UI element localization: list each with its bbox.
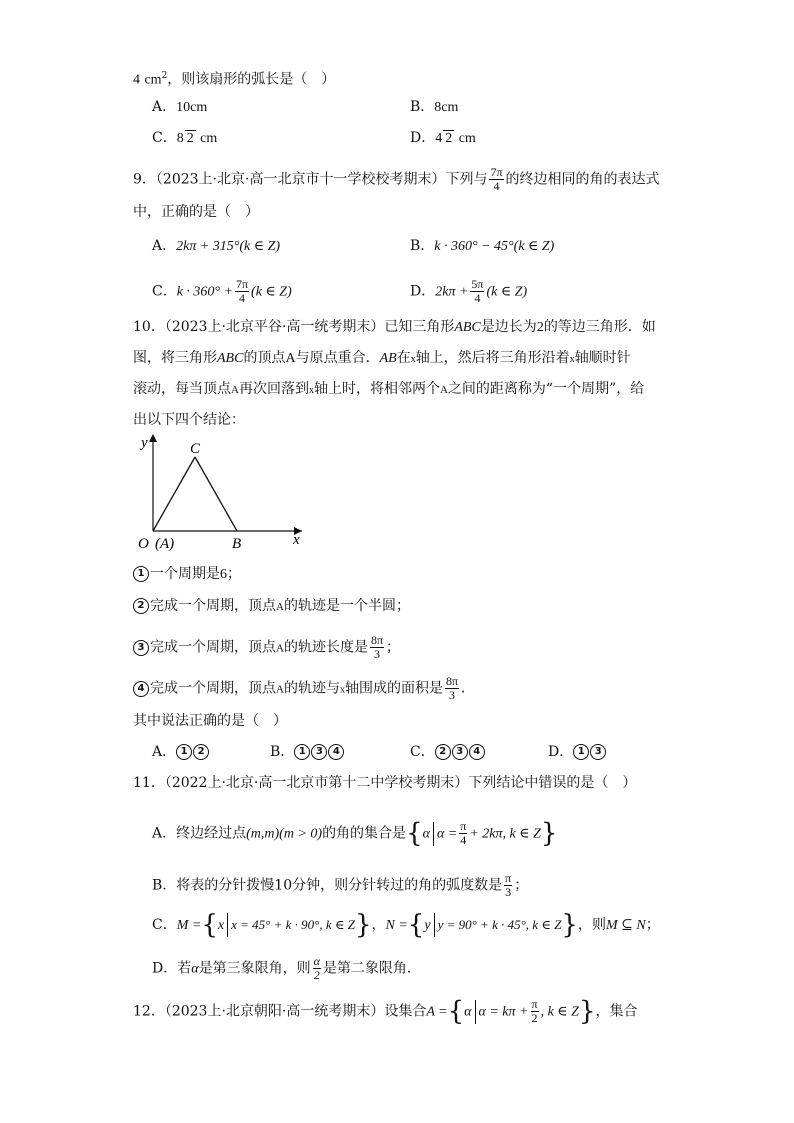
math-var: α = kπ +	[478, 1004, 529, 1020]
option-text: 若	[177, 960, 192, 977]
left-brace: {	[407, 910, 425, 940]
fraction-denominator: 4	[460, 833, 467, 847]
conclusion-text: 完成一个周期，顶点	[150, 598, 276, 614]
q11-option-c[interactable]	[152, 910, 660, 940]
fraction	[470, 278, 484, 305]
q10-ask	[133, 711, 287, 731]
option-label: B．	[410, 238, 435, 254]
math-var: x	[217, 918, 225, 933]
conclusion-text: ；	[227, 566, 241, 582]
math-var: A	[439, 384, 448, 396]
option-text: 是第二象限角．	[322, 960, 421, 977]
option-text: ，	[371, 917, 386, 933]
conclusion-text: 的轨迹与	[283, 680, 340, 697]
set-bar	[433, 822, 434, 846]
stem-text: 之间的距离称为“一个周期”，给	[447, 381, 645, 397]
q12-stem	[133, 998, 637, 1025]
math-var: x	[339, 684, 345, 696]
q10-stem-line2	[133, 348, 631, 370]
option-text: ；	[514, 877, 529, 894]
math-var: A	[276, 683, 284, 696]
circled-number: 3	[590, 744, 606, 760]
right-brace: }	[561, 910, 578, 940]
stem-text: 已知三角形	[384, 319, 455, 335]
q8-option-b[interactable]	[410, 97, 458, 118]
fraction-numerator: 5π	[471, 277, 484, 291]
stem-text: 轴顺时针	[574, 350, 631, 366]
option-label: A．	[152, 744, 177, 760]
left-brace: {	[447, 996, 465, 1027]
question-number: 12．	[133, 1003, 165, 1020]
fraction	[459, 820, 467, 847]
fraction-denominator: 3	[505, 885, 512, 899]
triangle-side-cb	[195, 457, 237, 531]
left-brace: {	[201, 910, 218, 940]
option-coefficient: 4	[435, 131, 443, 146]
conclusion-text: ；	[386, 639, 401, 656]
option-label: D．	[410, 283, 436, 300]
option-label: C．	[152, 283, 177, 300]
right-brace: }	[540, 818, 558, 849]
sqrt-radicand: 2	[445, 131, 453, 146]
math-var: A	[276, 601, 284, 613]
option-label: C．	[152, 130, 177, 146]
math-var: x	[308, 385, 314, 396]
option-label: A．	[152, 238, 177, 254]
stem-text: 与原点重合．	[295, 350, 380, 366]
conclusion-text: 一个周期是	[150, 566, 220, 582]
q8-option-c[interactable]	[152, 128, 217, 149]
origin-label: O	[138, 536, 149, 552]
option-coefficient: 8	[176, 131, 184, 146]
conclusion-text: 的轨迹是一个半圆；	[283, 598, 410, 614]
math-var: A	[231, 384, 239, 396]
q10-conclusion-3	[133, 634, 400, 661]
fraction-numerator: α	[313, 954, 320, 968]
option-expression: k · 360° − 45°(k ∈ Z)	[434, 239, 555, 254]
circled-number: 2	[133, 598, 149, 614]
circled-number: 1	[176, 744, 192, 760]
q8-option-a[interactable]	[152, 97, 207, 118]
fraction-numerator: 7π	[235, 277, 249, 291]
math-var: AB	[379, 351, 397, 366]
option-text: 的角的集合是	[322, 825, 407, 842]
circled-number: 4	[469, 744, 485, 760]
question-source: （2023上·北京朝阳·高一统考期末）	[164, 1003, 385, 1020]
option-label: D．	[410, 130, 436, 146]
math-var: α	[464, 1004, 472, 1020]
stem-text: 其中说法正确的是（ ）	[133, 713, 287, 729]
q9-stem-line1	[133, 166, 660, 193]
math-var: 2	[536, 320, 544, 335]
conclusion-text: 完成一个周期，顶点	[150, 639, 276, 656]
conclusion-text: ．	[461, 680, 476, 697]
q9-option-c[interactable]	[152, 278, 292, 305]
question-source: （2023上·北京·高一北京市十一学校校考期末）	[155, 171, 446, 188]
question-source: （2023上·北京平谷·高一统考期末）	[164, 319, 385, 335]
sqrt-radicand: 2	[186, 131, 194, 146]
set-bar	[227, 913, 228, 937]
circled-number: 1	[294, 744, 310, 760]
fraction-numerator: π	[505, 871, 512, 885]
math-var: α	[422, 826, 430, 842]
q10-option-b[interactable]	[270, 742, 345, 762]
option-unit: cm	[458, 131, 476, 146]
q10-conclusion-2	[133, 596, 410, 617]
question-source: （2022上·北京·高一北京市第十二中学校考期末）	[164, 775, 469, 791]
math-var: , k ∈ Z	[540, 1004, 579, 1020]
circled-number: 3	[133, 640, 149, 656]
vertex-b-label: B	[232, 536, 242, 552]
stem-text: 的顶点	[243, 350, 286, 366]
y-axis-arrow	[149, 434, 157, 442]
set-bar	[434, 913, 435, 937]
stem-text: 的等边三角形．如	[543, 319, 656, 335]
set-bar	[475, 1000, 476, 1024]
math-var: y = 90° + k · 45°, k ∈ Z	[437, 917, 562, 932]
x-axis-label: x	[293, 532, 300, 548]
option-expression: 2kπ + 315°(k ∈ Z)	[176, 239, 281, 254]
fraction-numerator: 8π	[445, 674, 459, 688]
q8-continuation	[133, 66, 335, 91]
math-var: A =	[426, 1004, 448, 1020]
q11-stem	[133, 773, 636, 793]
stem-text: ，集合	[595, 1003, 638, 1020]
conclusion-text: 完成一个周期，顶点	[150, 680, 276, 697]
q10-option-d[interactable]	[548, 742, 607, 762]
q11-option-b[interactable]	[152, 872, 528, 899]
stem-text: 下列与	[445, 171, 488, 188]
stem-text: 在	[396, 350, 411, 366]
math-var: x	[410, 354, 416, 365]
fraction-numerator: 7π	[490, 165, 503, 179]
fraction-denominator: 3	[373, 647, 380, 661]
q10-stem-line4	[133, 410, 245, 430]
fraction	[531, 998, 539, 1025]
fraction-denominator: 2	[531, 1011, 538, 1025]
option-label: A．	[152, 99, 177, 115]
math-var: A	[285, 351, 296, 366]
right-brace: }	[578, 996, 596, 1027]
math-var: y	[424, 918, 431, 933]
triangle-side-ac	[153, 457, 195, 531]
option-label: B．	[270, 744, 295, 760]
math-var: N =	[385, 918, 408, 933]
q9-option-a[interactable]	[152, 236, 280, 257]
q8-area-exponent: 2	[161, 71, 168, 81]
option-text: 是第三象限角，则	[198, 960, 311, 977]
q10-option-c[interactable]	[410, 742, 486, 762]
q10-conclusion-1	[133, 564, 241, 585]
stem-text: 是边长为	[480, 319, 537, 335]
q9-stem-line2	[133, 202, 259, 222]
fraction	[445, 675, 459, 702]
vertex-c-label: C	[190, 441, 201, 457]
stem-text: 出以下四个结论：	[133, 412, 245, 428]
math-var: M ⊆ N	[605, 918, 646, 933]
circled-number: 3	[452, 744, 468, 760]
fraction-denominator: 3	[448, 688, 455, 702]
circled-number: 1	[573, 744, 589, 760]
vertex-a-label: (A)	[155, 536, 175, 552]
q8-area-unit: cm	[144, 72, 162, 88]
circled-number: 4	[133, 681, 149, 697]
math-var: ABC	[217, 351, 244, 366]
stem-text: 滚动，每当顶点	[133, 381, 231, 397]
question-number: 11．	[133, 775, 165, 791]
q8-area-value: 4	[133, 72, 140, 88]
option-expression: (k ∈ Z)	[251, 284, 292, 300]
q10-option-a[interactable]	[152, 742, 210, 762]
fraction-denominator: 4	[239, 291, 246, 305]
math-var: M =	[176, 918, 202, 933]
question-number: 10．	[133, 319, 165, 335]
fraction	[313, 955, 321, 982]
math-var: α	[191, 961, 199, 977]
stem-text: 再次回落到	[238, 381, 309, 397]
option-label: B．	[410, 99, 435, 115]
fraction-denominator: 4	[474, 291, 481, 305]
y-axis-label: y	[141, 435, 148, 451]
circled-number: 4	[328, 744, 344, 760]
option-label: B．	[152, 877, 177, 894]
circled-number: 1	[133, 566, 149, 582]
circled-number: 2	[435, 744, 451, 760]
circled-number: 3	[311, 744, 327, 760]
q11-option-a[interactable]	[152, 820, 557, 847]
fraction-denominator: 2	[313, 968, 320, 982]
q10-stem-line1	[133, 317, 656, 338]
fraction	[235, 278, 249, 305]
fraction-numerator: π	[460, 819, 467, 833]
option-label: C．	[410, 744, 435, 760]
math-var: 6	[220, 567, 227, 582]
stem-text: 图，将三角形	[133, 350, 217, 366]
conclusion-text: 的轨迹长度是	[283, 639, 368, 656]
triangle-figure	[126, 430, 316, 555]
option-expression: k · 360° +	[176, 284, 233, 300]
fraction-numerator: 8π	[370, 633, 384, 647]
math-var: x = 45° + k · 90°, k ∈ Z	[231, 917, 355, 932]
option-label: C．	[152, 917, 177, 933]
q8-option-d[interactable]	[410, 128, 476, 149]
fraction	[504, 872, 512, 899]
option-label: D．	[152, 960, 178, 977]
q9-option-d[interactable]	[410, 278, 527, 305]
fraction	[370, 634, 384, 661]
stem-text: 设集合	[384, 1003, 427, 1020]
q11-option-d[interactable]	[152, 955, 421, 982]
stem-text: 中，正确的是（ ）	[133, 204, 259, 220]
option-text: 将表的分针拨慢10分钟，则分针转过的角的弧度数是	[176, 877, 503, 894]
option-text: ；	[645, 917, 660, 933]
math-var: (m,m)(m > 0)	[246, 826, 323, 842]
fraction-numerator: π	[531, 997, 538, 1011]
option-text: 10cm	[176, 100, 208, 115]
right-brace: }	[354, 910, 372, 940]
left-brace: {	[406, 818, 423, 849]
q9-option-b[interactable]	[410, 236, 554, 257]
fraction-denominator: 4	[493, 179, 500, 193]
math-var: A	[276, 642, 284, 655]
question-number: 9．	[133, 171, 156, 188]
option-text: 8cm	[434, 100, 459, 115]
option-label: D．	[548, 744, 574, 760]
option-text: ，则	[577, 917, 606, 933]
option-expression: (k ∈ Z)	[486, 284, 528, 300]
math-var: + 2kπ, k ∈ Z	[469, 826, 541, 842]
conclusion-text: 轴围成的面积是	[344, 680, 443, 697]
stem-text: 轴上时，将相邻两个	[313, 381, 440, 397]
option-label: A．	[152, 825, 177, 842]
option-text: 终边经过点	[176, 825, 247, 842]
math-var: ABC	[454, 320, 481, 335]
q10-conclusion-4	[133, 675, 475, 702]
stem-text: 的终边相同的角的表达式	[505, 171, 660, 188]
option-expression: 2kπ +	[435, 284, 469, 300]
option-unit: cm	[200, 131, 218, 146]
math-var: α =	[436, 826, 458, 842]
fraction	[489, 166, 503, 193]
q10-stem-line3	[133, 379, 644, 401]
q8-question-text: ，则该扇形的弧长是（ ）	[167, 71, 336, 88]
math-var: x	[569, 354, 575, 365]
circled-number: 2	[193, 744, 209, 760]
stem-text: 下列结论中错误的是（ ）	[468, 775, 637, 791]
stem-text: 轴上，然后将三角形沿着	[415, 350, 570, 366]
